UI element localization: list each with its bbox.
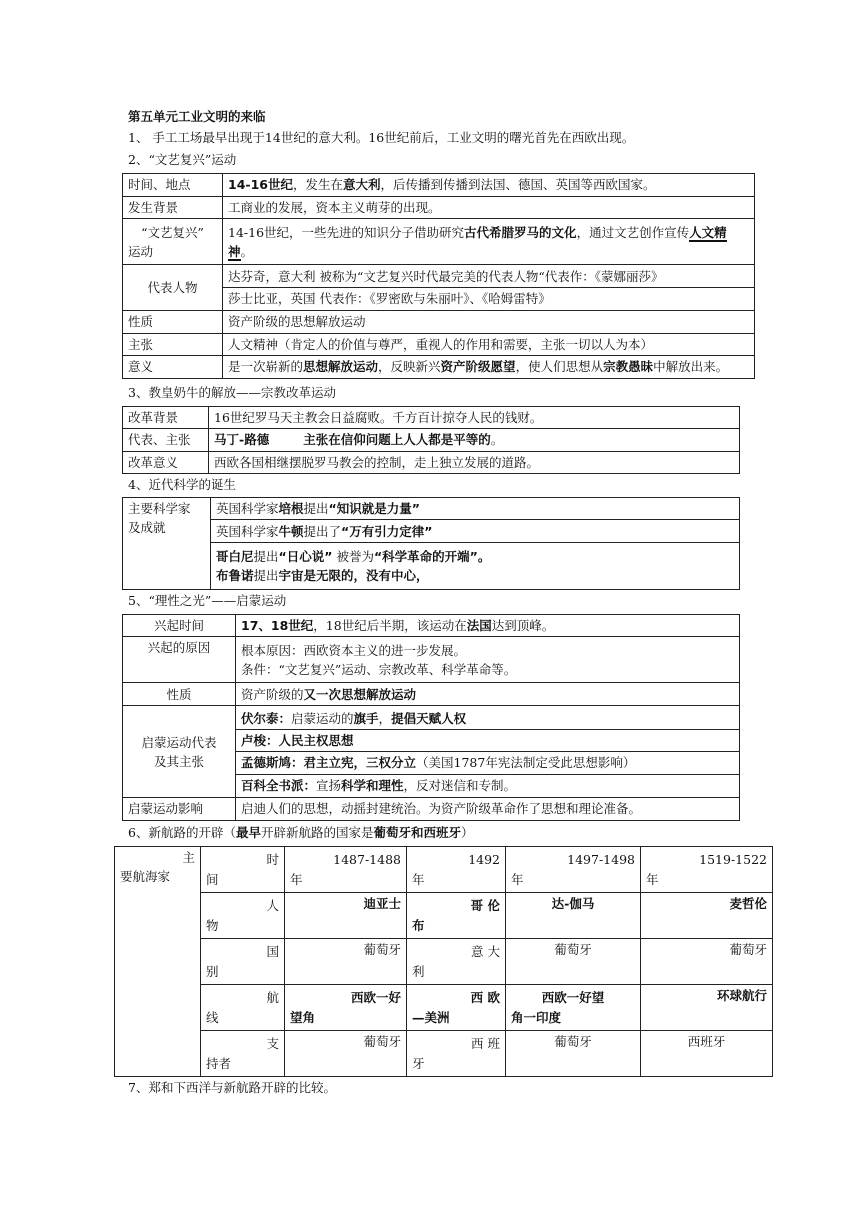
row-label: 启蒙运动影响 (123, 798, 236, 820)
row-label: 主张 (123, 333, 223, 355)
row-label: 兴起的原因 (123, 637, 236, 683)
row-label: 时间、地点 (123, 174, 223, 197)
row-label: 主要科学家 及成就 (123, 498, 211, 590)
row-label: 性质 (123, 683, 236, 706)
item-7: 7、郑和下西洋与新航路开辟的比较。 (128, 1080, 336, 1095)
row-label: 代表、主张 (123, 429, 209, 451)
row-label: 意义 (123, 356, 223, 379)
row-label: 性质 (123, 311, 223, 333)
item-5-heading: 5、“理性之光”——启蒙运动 (128, 593, 287, 608)
row-label: 改革意义 (123, 451, 209, 473)
row-label: 航 线 (201, 985, 285, 1031)
row-label: 人 物 (201, 893, 285, 939)
row-label: 启蒙运动代表 及其主张 (123, 706, 236, 798)
item-1: 1、 手工工场最早出现于14世纪的意大利。16世纪前后，工业文明的曙光首先在西欧出现。 (128, 130, 635, 145)
item-4-heading: 4、近代科学的诞生 (128, 477, 236, 492)
page-title: 第五单元工业文明的来临 (128, 109, 266, 124)
navigators-table: 主 要航海家 时 间 1487-1488 年 1492 年 1497-1498 年 1519-1522 年 人 物 迪亚士 哥 伦 布 达-伽马 麦哲伦 国 别 葡萄牙 意 大 利 葡萄牙 葡萄牙 航 线 西欧一好 望角 西 欧 —美洲 西欧一好望 角一印度 环球航行 支 持者 葡萄牙 西 班 牙 葡萄牙 西班牙 (114, 846, 773, 1077)
row-label: 发生背景 (123, 197, 223, 219)
row-label: 兴起时间 (123, 615, 236, 637)
renaissance-table: 时间、地点 14-16世纪，发生在意大利，后传播到传播到法国、德国、英国等西欧国家。 发生背景 工商业的发展，资本主义萌芽的出现。 “文艺复兴” 运动 14-16世纪，一些先进的知识分子借助研究古代希腊罗马的文化，通过文艺创作宣传人文精 神。 代表人物 达芬奇，意大利 被称为“文艺复兴时代最完美的代表人物“代表作：《蒙娜丽莎》 莎士比亚，英国 代表作：《罗密欧与朱丽叶》、《哈姆雷特》 性质 资产阶级的思想解放运动 主张 人文精神（肯定人的价值与尊严，重视人的作用和需要，主张一切以人为本） 意义 是一次崭新的思想解放运动，反映新兴资产阶级愿望，使人们思想从宗教愚昧中解放出来。 (122, 173, 755, 379)
row-label: “文艺复兴” 运动 (123, 219, 223, 265)
enlightenment-table: 兴起时间 17、18世纪，18世纪后半期，该运动在法国达到顶峰。 兴起的原因 根本原因：西欧资本主义的进一步发展。 条件：“文艺复兴”运动、宗教改革、科学革命等。 性质 资产阶级的又一次思想解放运动 启蒙运动代表 及其主张 伏尔泰：启蒙运动的旗手，提倡天赋人权 卢梭：人民主权思想 孟德斯鸠：君主立宪，三权分立（美国1787年宪法制定受此思想影响） 百科全书派：宣扬科学和理性，反对迷信和专制。 启蒙运动影响 启迪人们的思想，动摇封建统治。为资产阶级革命作了思想和理论准备。 (122, 614, 740, 821)
item-3-heading: 3、教皇奶牛的解放——宗教改革运动 (128, 385, 336, 400)
row-label: 改革背景 (123, 407, 209, 429)
row-label: 时 间 (201, 847, 285, 893)
item-2-heading: 2、“文艺复兴”运动 (128, 152, 237, 167)
row-label: 代表人物 (123, 265, 223, 311)
row-label: 支 持者 (201, 1031, 285, 1077)
science-table: 主要科学家 及成就 英国科学家培根提出“知识就是力量” 英国科学家牛顿提出了“万有引力定律” 哥白尼提出“日心说” 被誉为“科学革命的开端”。 布鲁诺提出宇宙是无限的，没有中心， (122, 497, 740, 590)
row-label: 国 别 (201, 939, 285, 985)
item-6-heading: 6、新航路的开辟（最早开辟新航路的国家是葡萄牙和西班牙） (128, 825, 474, 840)
reformation-table: 改革背景 16世纪罗马天主教会日益腐败。千方百计掠夺人民的钱财。 代表、主张 马丁-路德 主张在信仰问题上人人都是平等的。 改革意义 西欧各国相继摆脱罗马教会的控制，走上独立发展的道路。 (122, 406, 740, 474)
navigators-header: 主 要航海家 (115, 847, 201, 1077)
